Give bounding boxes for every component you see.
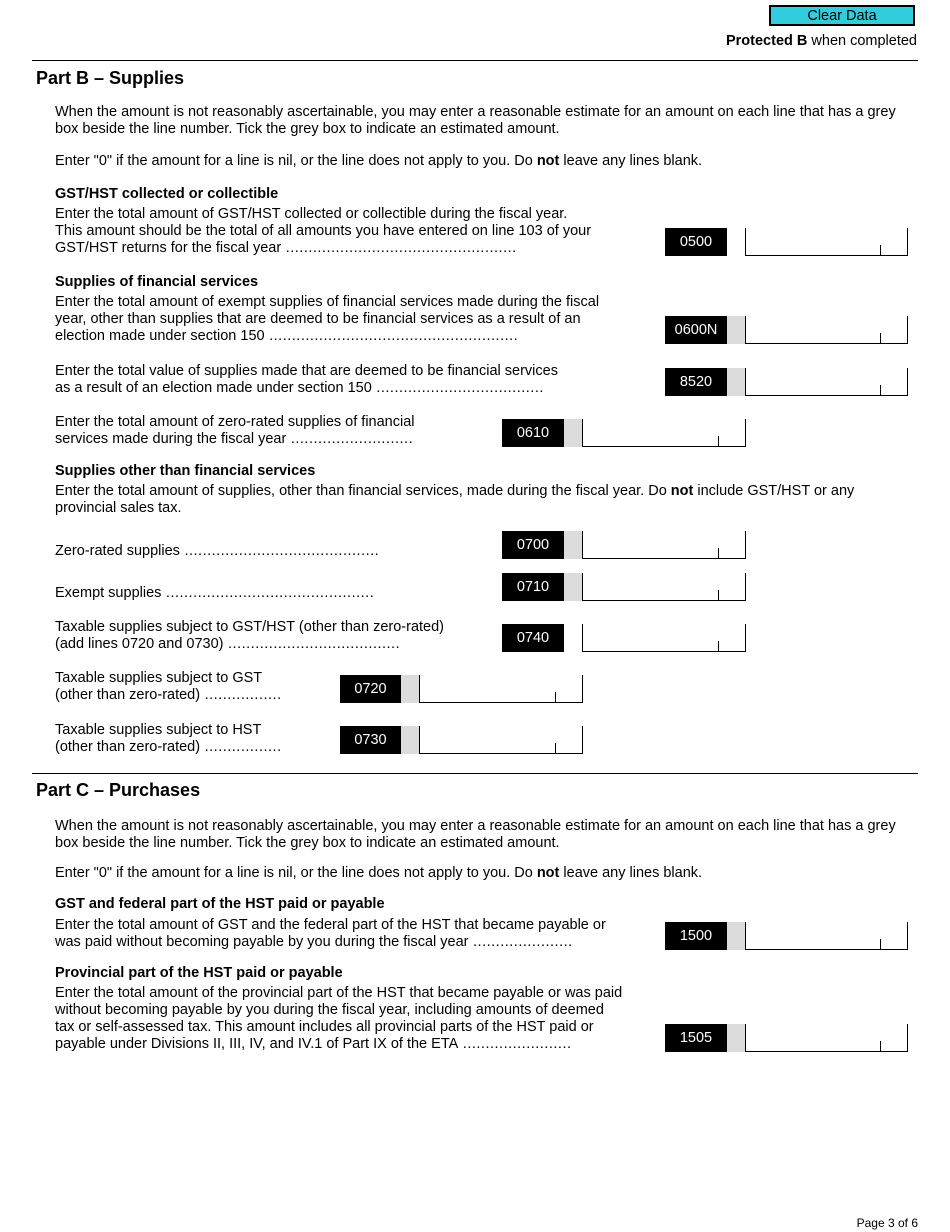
text: (other than zero-rated) bbox=[55, 687, 201, 703]
cents-separator bbox=[880, 1041, 881, 1051]
leader-dots: ..................................... bbox=[371, 380, 544, 396]
text: as a result of an election made under section 150 bbox=[55, 380, 372, 396]
text: services made during the fiscal year bbox=[55, 431, 287, 447]
cents-separator bbox=[555, 743, 556, 753]
line-code-0700: 0700 bbox=[502, 531, 564, 559]
emphasis: not bbox=[536, 153, 560, 169]
line-0600-amount-field[interactable] bbox=[745, 316, 908, 344]
text: Enter "0" if the amount for a line is nil, or the line does not apply to you. Do bbox=[55, 865, 537, 881]
emphasis: not bbox=[536, 865, 560, 881]
text: Exempt supplies bbox=[55, 585, 162, 601]
text: election made under section 150 bbox=[55, 328, 265, 344]
protected-b-notice bbox=[726, 33, 917, 50]
line-0610-text-2 bbox=[55, 431, 501, 448]
line-code-0610: 0610 bbox=[502, 419, 564, 447]
divider bbox=[32, 773, 918, 774]
part-c-title: Part C – Purchases bbox=[36, 780, 201, 800]
estimate-checkbox-8520[interactable] bbox=[727, 368, 745, 396]
line-0710-amount-field[interactable] bbox=[582, 573, 746, 601]
line-8520-text-2 bbox=[55, 380, 660, 397]
line-0720-text-1: Taxable supplies subject to GST bbox=[55, 670, 263, 686]
line-0700-text bbox=[55, 543, 501, 560]
line-code-0710: 0710 bbox=[502, 573, 564, 601]
leader-dots: ................. bbox=[200, 687, 282, 703]
clear-data-button[interactable]: Clear Data bbox=[769, 5, 915, 26]
line-0710-text bbox=[55, 585, 501, 602]
text: Enter "0" if the amount for a line is nil, or the line does not apply to you. Do bbox=[55, 153, 537, 169]
line-0610-amount-field[interactable] bbox=[582, 419, 746, 447]
other-supplies-heading: Supplies other than financial services bbox=[55, 463, 316, 479]
text: (add lines 0720 and 0730) bbox=[55, 636, 224, 652]
cents-separator bbox=[880, 939, 881, 949]
line-0730-text-1: Taxable supplies subject to HST bbox=[55, 722, 262, 738]
text: include GST/HST or any provincial sales tax. bbox=[55, 483, 855, 516]
financial-services-heading: Supplies of financial services bbox=[55, 274, 259, 290]
estimate-checkbox-1500[interactable] bbox=[727, 922, 745, 950]
line-0500-text-2: This amount should be the total of all amounts you have entered on line 103 of your bbox=[55, 223, 592, 239]
line-0610-text-1: Enter the total amount of zero-rated supplies of financial bbox=[55, 414, 415, 430]
line-1500-text-2 bbox=[55, 934, 660, 951]
part-b-nil-instruction bbox=[55, 153, 915, 170]
line-1500-text-1: Enter the total amount of GST and the federal part of the HST that became payable or bbox=[55, 917, 606, 933]
leader-dots: .............................................. bbox=[161, 585, 375, 601]
line-0600-text-2: year, other than supplies that are deemed to be financial services as a result of an bbox=[55, 311, 581, 327]
leader-dots: ...................................... bbox=[223, 636, 401, 652]
part-c-nil-instruction bbox=[55, 865, 915, 882]
leader-dots: ...................... bbox=[468, 934, 573, 950]
part-b-intro: When the amount is not reasonably ascertainable, you may enter a reasonable estimate for an amount on each line that has a grey box beside the line number. Tick the grey box to indicate an estimated amount. bbox=[55, 104, 896, 137]
line-1505-text-2: without becoming payable by you during the fiscal year, including amounts of deemed bbox=[55, 1002, 604, 1018]
line-1500-amount-field[interactable] bbox=[745, 922, 908, 950]
divider bbox=[32, 60, 918, 61]
line-1505-amount-field[interactable] bbox=[745, 1024, 908, 1052]
cents-separator bbox=[718, 436, 719, 446]
line-0500-text-1: Enter the total amount of GST/HST collected or collectible during the fiscal year. bbox=[55, 206, 568, 222]
line-0600-text-1: Enter the total amount of exempt supplies of financial services made during the fiscal bbox=[55, 294, 600, 310]
text: Enter the total amount of supplies, other than financial services, made during the fiscal year. Do bbox=[55, 483, 671, 499]
line-code-0740: 0740 bbox=[502, 624, 564, 652]
cents-separator bbox=[880, 245, 881, 255]
leader-dots: ................. bbox=[200, 739, 282, 755]
text: payable under Divisions II, III, IV, and IV.1 of Part IX of the ETA bbox=[55, 1036, 459, 1052]
part-c-intro: When the amount is not reasonably ascertainable, you may enter a reasonable estimate for an amount on each line that has a grey box beside the line number. Tick the grey box to indicate an estimated amount. bbox=[55, 818, 896, 851]
protected-label: Protected B bbox=[725, 33, 808, 49]
line-8520-text-1: Enter the total value of supplies made that are deemed to be financial services bbox=[55, 363, 558, 379]
page-number: Page 3 of 6 bbox=[856, 1216, 918, 1230]
cents-separator bbox=[880, 385, 881, 395]
estimate-checkbox-1505[interactable] bbox=[727, 1024, 745, 1052]
cents-separator bbox=[555, 692, 556, 702]
cents-separator bbox=[718, 548, 719, 558]
line-code-0730: 0730 bbox=[340, 726, 401, 754]
other-supplies-instruction bbox=[55, 483, 915, 517]
leader-dots: ................................................... bbox=[281, 240, 517, 256]
leader-dots: ........................ bbox=[458, 1036, 572, 1052]
estimate-checkbox-0600[interactable] bbox=[727, 316, 745, 344]
line-0740-text-1: Taxable supplies subject to GST/HST (other than zero-rated) bbox=[55, 619, 445, 635]
emphasis: not bbox=[670, 483, 694, 499]
line-0720-amount-field[interactable] bbox=[419, 675, 583, 703]
part-b-title: Part B – Supplies bbox=[36, 68, 185, 88]
line-1505-text-4 bbox=[55, 1036, 660, 1053]
line-code-1500: 1500 bbox=[665, 922, 727, 950]
line-code-1505: 1505 bbox=[665, 1024, 727, 1052]
line-0730-amount-field[interactable] bbox=[419, 726, 583, 754]
line-1505-text-3: tax or self-assessed tax. This amount includes all provincial parts of the HST paid or bbox=[55, 1019, 594, 1035]
cents-separator bbox=[880, 333, 881, 343]
cents-separator bbox=[718, 590, 719, 600]
line-0740-amount-field[interactable] bbox=[582, 624, 746, 652]
line-code-0600n: 0600N bbox=[665, 316, 727, 344]
text: (other than zero-rated) bbox=[55, 739, 201, 755]
leader-dots: ........................... bbox=[286, 431, 414, 447]
text: was paid without becoming payable by you during the fiscal year bbox=[55, 934, 469, 950]
text: leave any lines blank. bbox=[559, 865, 703, 881]
line-0740-text-2 bbox=[55, 636, 501, 653]
line-0720-text-2 bbox=[55, 687, 339, 704]
line-0500-amount-field[interactable] bbox=[745, 228, 908, 256]
gst-collected-heading: GST/HST collected or collectible bbox=[55, 186, 279, 202]
line-0730-text-2 bbox=[55, 739, 339, 756]
line-0500-text-3 bbox=[55, 240, 660, 257]
text: leave any lines blank. bbox=[559, 153, 703, 169]
text: GST/HST returns for the fiscal year bbox=[55, 240, 282, 256]
federal-hst-heading: GST and federal part of the HST paid or payable bbox=[55, 896, 385, 912]
line-8520-amount-field[interactable] bbox=[745, 368, 908, 396]
estimate-checkbox-0730[interactable] bbox=[401, 726, 419, 754]
line-1505-text-1: Enter the total amount of the provincial part of the HST that became payable or was paid bbox=[55, 985, 623, 1001]
line-code-0500: 0500 bbox=[665, 228, 727, 256]
line-0600-text-3 bbox=[55, 328, 660, 345]
protected-suffix: when completed bbox=[807, 33, 917, 49]
leader-dots: ....................................................... bbox=[264, 328, 519, 344]
line-0700-amount-field[interactable] bbox=[582, 531, 746, 559]
text: Zero-rated supplies bbox=[55, 543, 180, 559]
provincial-hst-heading: Provincial part of the HST paid or payable bbox=[55, 965, 343, 981]
line-code-8520: 8520 bbox=[665, 368, 727, 396]
estimate-checkbox-0610[interactable] bbox=[564, 419, 582, 447]
estimate-checkbox-0720[interactable] bbox=[401, 675, 419, 703]
cents-separator bbox=[718, 641, 719, 651]
leader-dots: ........................................... bbox=[179, 543, 380, 559]
estimate-checkbox-0700[interactable] bbox=[564, 531, 582, 559]
estimate-checkbox-0710[interactable] bbox=[564, 573, 582, 601]
line-code-0720: 0720 bbox=[340, 675, 401, 703]
